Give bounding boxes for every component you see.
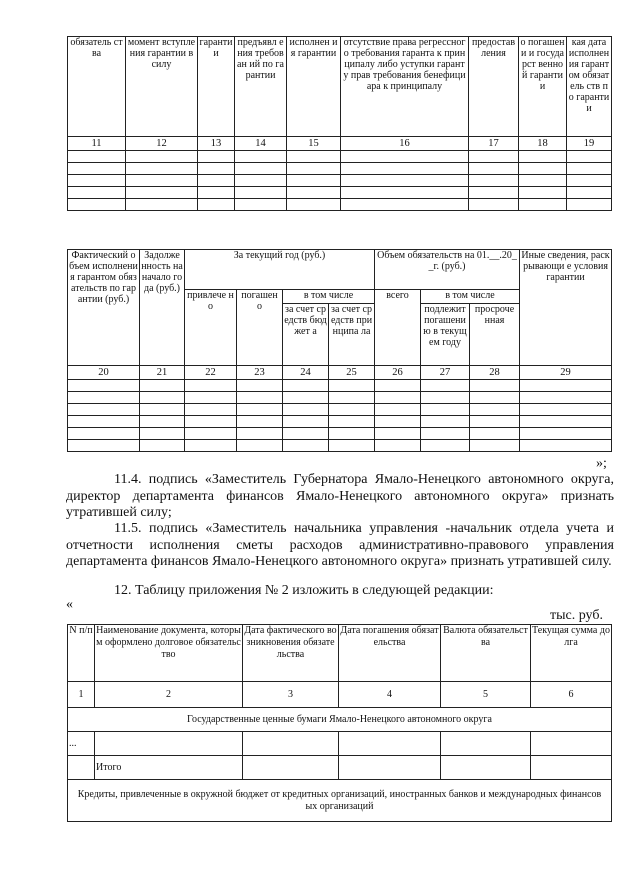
column-number: 13 (198, 137, 235, 151)
column-number: 17 (469, 137, 519, 151)
header-cell: всего (375, 290, 421, 366)
table-row (68, 416, 612, 428)
column-number: 27 (421, 366, 470, 380)
column-number: 12 (126, 137, 198, 151)
table-row (68, 392, 612, 404)
header-cell: отсутствие права регрессного требования гаранта к принципалу либо уступки гаранту прав требования бенефициара к принципалу (341, 37, 469, 137)
table-row (68, 175, 612, 187)
total-label: Итого (95, 756, 243, 780)
paragraph-11-4: 11.4. подпись «Заместитель Губернатора Ямало-Ненецкого автономного округа, директор департамента финансов Ямало-Ненецкого автономного округа» признать утратившей силу; (66, 472, 614, 520)
column-number: 20 (68, 366, 140, 380)
debt-obligations-table (67, 624, 612, 822)
guarantee-table-part-1 (67, 36, 612, 211)
column-number: 25 (329, 366, 375, 380)
header-cell: Фактический объем исполнения гарантом обязательств по гарантии (руб.) (68, 250, 140, 366)
column-number: 5 (441, 682, 531, 708)
column-number: 23 (237, 366, 283, 380)
header-cell: исполнен ия гарантии (287, 37, 341, 137)
column-number: 4 (339, 682, 441, 708)
column-number: 29 (520, 366, 612, 380)
header-cell: погашен о (237, 290, 283, 366)
table-row (68, 732, 612, 756)
header-cell: просроче нная (470, 304, 520, 366)
column-number: 18 (519, 137, 567, 151)
header-cell: Валюта обязательства (441, 625, 531, 682)
table-row (68, 756, 612, 780)
column-number: 15 (287, 137, 341, 151)
column-number: 26 (375, 366, 421, 380)
table-row (68, 163, 612, 175)
section-title: Кредиты, привлеченные в окружной бюджет от кредитных организаций, иностранных банков и международных финансовых организаций (68, 780, 612, 822)
column-number: 16 (341, 137, 469, 151)
column-number: 21 (140, 366, 185, 380)
header-cell: Текущая сумма долга (531, 625, 612, 682)
header-cell: Наименование документа, которым оформлено долговое обязательство (95, 625, 243, 682)
table-row (68, 380, 612, 392)
ellipsis-cell: ... (68, 732, 95, 756)
paragraph-12: 12. Таблицу приложения № 2 изложить в следующей редакции: (114, 583, 494, 598)
column-number: 22 (185, 366, 237, 380)
column-number: 28 (470, 366, 520, 380)
header-cell: момент вступления гарантии в силу (126, 37, 198, 137)
header-cell: о погашени и государст венной гарантии (519, 37, 567, 137)
header-cell: кая дата исполнен ия гарантом обязатель ств по гарантии (567, 37, 612, 137)
column-number: 6 (531, 682, 612, 708)
header-cell: привлече но (185, 290, 237, 366)
header-cell: подлежит погашени ю в текущем году (421, 304, 470, 366)
table-row (68, 151, 612, 163)
section-title: Государственные ценные бумаги Ямало-Ненецкого автономного округа (68, 708, 612, 732)
unit-label: тыс. руб. (550, 608, 603, 623)
column-number: 3 (243, 682, 339, 708)
header-cell: Дата погашения обязательства (339, 625, 441, 682)
closing-quote: »; (596, 456, 607, 471)
header-cell: предостав ления (469, 37, 519, 137)
header-cell: предъявл ения требован ий по гарантии (235, 37, 287, 137)
column-number: 2 (95, 682, 243, 708)
column-number: 11 (68, 137, 126, 151)
table-row (68, 404, 612, 416)
table-row (68, 428, 612, 440)
header-cell: в том числе (421, 290, 520, 304)
header-cell: за счет средств принципа ла (329, 304, 375, 366)
header-cell: Объем обязательств на 01.__.20__г. (руб.) (375, 250, 520, 290)
header-cell: обязатель ства (68, 37, 126, 137)
column-number: 1 (68, 682, 95, 708)
table-row (68, 440, 612, 452)
header-cell: Иные сведения, раскрывающи е условия гарантии (520, 250, 612, 366)
header-cell: гаранти и (198, 37, 235, 137)
header-cell: За текущий год (руб.) (185, 250, 375, 290)
header-cell: за счет средств бюджет а (283, 304, 329, 366)
table-row (68, 199, 612, 211)
paragraph-11-5: 11.5. подпись «Заместитель начальника управления -начальник отдела учета и отчетности исполнения сметы расходов административно-правового управления департамента финансов Ямало-Ненецкого автономного округа» признать утратившей силу. (66, 521, 614, 569)
column-number: 24 (283, 366, 329, 380)
opening-quote: « (66, 597, 73, 612)
header-cell: N п/п (68, 625, 95, 682)
header-cell: Задолже нность на начало года (руб.) (140, 250, 185, 366)
header-cell: в том числе (283, 290, 375, 304)
column-number: 14 (235, 137, 287, 151)
header-cell: Дата фактического возникновения обязательства (243, 625, 339, 682)
guarantee-table-part-2 (67, 249, 612, 452)
table-row (68, 187, 612, 199)
column-number: 19 (567, 137, 612, 151)
